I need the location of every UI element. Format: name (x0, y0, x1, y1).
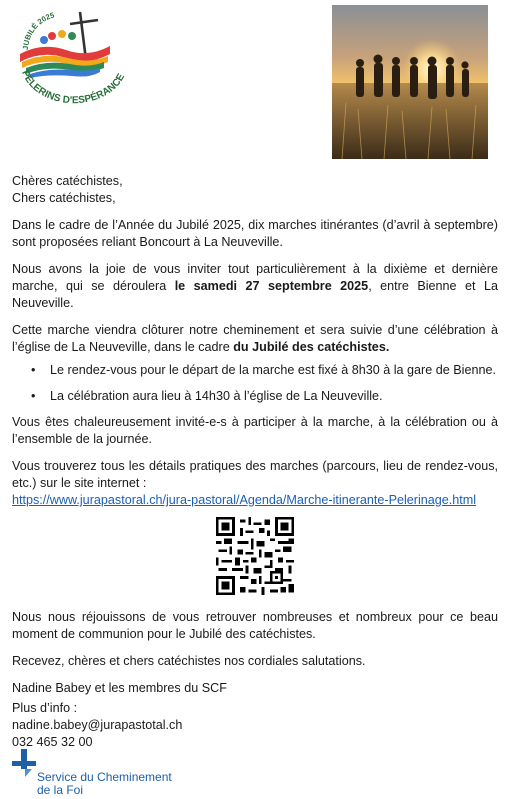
letter-body (12, 173, 498, 697)
contact-info (12, 700, 312, 751)
jubilee-2025-logo (14, 6, 132, 106)
website-link[interactable]: https://www.jurapastoral.ch/jura-pastoral/Agenda/Marche-itinerante-Pelerinage.html (12, 493, 477, 507)
greeting (12, 173, 498, 207)
paragraph-participation: Vous êtes chaleureusement invité-e-s à participer à la marche, à la célébration ou à l’ensemble de la journée. (12, 415, 498, 446)
contact-label: Plus d’info : (12, 701, 78, 715)
scf-service-name (37, 771, 172, 797)
paragraph-invitation (12, 261, 498, 312)
invitation-date: le samedi 27 septembre 2025 (174, 279, 369, 293)
invitation-text-start: Nous avons la joie de vous inviter tout particulièrement à la dixième et dernière marche, qui se déroulera (12, 262, 498, 293)
pilgrims-sunset-photo (332, 5, 488, 159)
invitation-text-end: , entre Bienne et La Neuveville. (12, 279, 498, 310)
contact-email[interactable]: nadine.babey@jurapastotal.ch (12, 718, 183, 732)
scf-line-2: de la Foi (37, 783, 84, 797)
signature: Nadine Babey et les membres du SCF (12, 681, 227, 695)
schedule-item-celebration: • La célébration aura lieu à 14h30 à l’église de La Neuveville. (12, 388, 498, 405)
qr-code-icon[interactable] (216, 517, 294, 595)
scf-line-1: Service du Cheminement (37, 770, 172, 784)
greeting-line-2: Chers catéchistes, (12, 191, 116, 205)
logo-top-text: JUBILÉ 2025 (20, 10, 56, 51)
svg-text:JUBILÉ 2025 (21, 10, 55, 50)
paragraph-intro: Dans le cadre de l’Année du Jubilé 2025, dix marches itinérantes (d’avril à septembre) sont proposées reliant Boncourt à La Neuveville. (12, 218, 498, 249)
logo-bottom-text: PÈLERINS D'ESPÉRANCE (19, 68, 128, 106)
schedule-list (12, 362, 498, 405)
contact-phone[interactable]: 032 465 32 00 (12, 735, 93, 749)
paragraph-closing-walk (12, 322, 498, 356)
greeting-line-1: Chères catéchistes, (12, 174, 123, 188)
paragraph-rejoice: Nous nous réjouissons de vous retrouver nombreuses et nombreux pour ce beau moment de communion pour le Jubilé des catéchistes. (12, 610, 498, 641)
paragraph-salutations: Recevez, chères et chers catéchistes nos cordiales salutations. (12, 654, 366, 668)
paragraph-details: Vous trouverez tous les détails pratiques des marches (parcours, lieu de rendez-vous, etc.) sur le site internet : (12, 459, 498, 490)
jubilee-catechists: du Jubilé des catéchistes. (233, 340, 390, 354)
closing-walk-text: Cette marche viendra clôturer notre cheminement et sera suivie d’une célébration à l’église de La Neuveville, dans le cadre (12, 323, 498, 354)
schedule-item-meeting: • Le rendez-vous pour le départ de la marche est fixé à 8h30 à la gare de Bienne. (12, 362, 498, 379)
